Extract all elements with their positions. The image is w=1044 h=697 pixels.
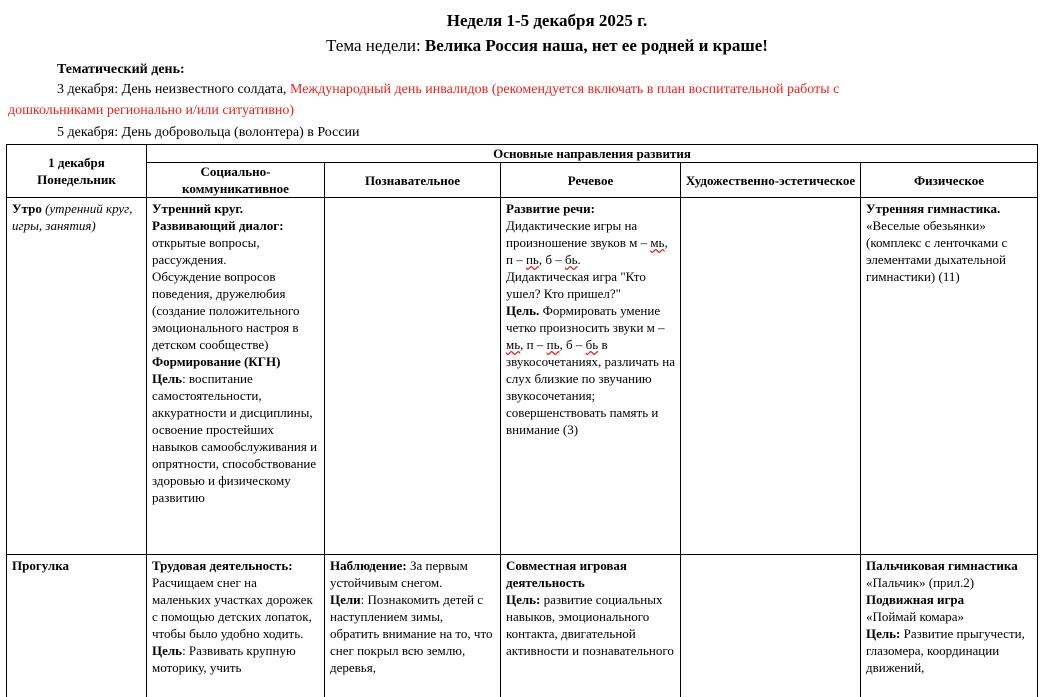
main-directions-header: Основные направления развития bbox=[147, 145, 1038, 163]
walk-physical-game-title: Подвижная игра bbox=[866, 592, 965, 607]
sound-separator: , п – bbox=[520, 337, 547, 352]
morning-social-kgn-title: Формирование (КГН) bbox=[152, 354, 281, 369]
morning-social-discussion: Обсуждение вопросов поведения, дружелюбия (создание положительного эмоционального настроя в детском сообществе) bbox=[152, 269, 300, 352]
morning-label-note: (утренний круг, игры, занятия) bbox=[12, 201, 133, 233]
day-header-cell bbox=[7, 145, 147, 198]
sound-separator: , б – bbox=[559, 337, 586, 352]
dec3-red-text-1: Международный день инвалидов (рекомендуется включать в план воспитательной работы с bbox=[289, 82, 840, 97]
walk-cognitive-text: За первым устойчивым снегом. bbox=[330, 558, 468, 590]
morning-social-goal-label: Цель bbox=[152, 371, 183, 386]
walk-cognitive-cell bbox=[325, 555, 501, 697]
dec3-red-text-2: дошкольниками регионально и/или ситуативно) bbox=[8, 103, 294, 118]
sound-mj: мь bbox=[506, 337, 521, 352]
walk-cognitive-goal-label: Цели bbox=[330, 592, 361, 607]
column-header-social: Социально-коммуникативное bbox=[147, 163, 325, 198]
morning-social-dialog-text: открытые вопросы, рассуждения. bbox=[152, 235, 260, 267]
morning-speech-title: Развитие речи: bbox=[506, 201, 595, 216]
column-header-physical: Физическое bbox=[861, 163, 1038, 198]
walk-social-title: Трудовая деятельность: bbox=[152, 558, 293, 573]
walk-speech-goal-text: развитие социальных навыков, эмоционального контакта, двигательной активности и познавательного bbox=[506, 592, 674, 658]
sound-mj: мь bbox=[650, 235, 665, 250]
walk-social-goal-label: Цель bbox=[152, 643, 183, 658]
day-header-date: 1 декабря bbox=[48, 155, 105, 170]
walk-physical-finger-text: «Пальчик» (прил.2) bbox=[866, 575, 975, 590]
sound-pj: пь bbox=[546, 337, 560, 352]
row-label-morning bbox=[7, 198, 147, 555]
morning-speech-cell bbox=[501, 198, 681, 555]
walk-physical-game-text: «Поймай комара» bbox=[866, 609, 965, 624]
morning-physical-text: «Веселые обезьянки» (комплекс с ленточками с элементами дыхательной гимнастики) (11) bbox=[866, 218, 1008, 284]
morning-speech-didactic-game: Дидактическая игра "Кто ушел? Кто пришел?" bbox=[506, 269, 646, 301]
sound-pj: пь bbox=[525, 252, 539, 267]
column-header-cognitive: Познавательное bbox=[325, 163, 501, 198]
column-header-art: Художественно-эстетическое bbox=[681, 163, 861, 198]
sound-bj: бь bbox=[564, 252, 578, 267]
morning-social-cell bbox=[147, 198, 325, 555]
week-theme-label: Тема недели: bbox=[326, 36, 425, 55]
dec3-text: 3 декабря: День неизвестного солдата, bbox=[57, 82, 290, 97]
morning-speech-games-text: Дидактические игры на произношение звуков м – bbox=[506, 218, 651, 250]
table-row-morning bbox=[7, 198, 1038, 555]
sound-bj: бь bbox=[585, 337, 599, 352]
thematic-day-label: Тематический день: bbox=[57, 62, 185, 77]
dec5-line: 5 декабря: День добровольца (волонтера) в России bbox=[57, 125, 360, 140]
walk-physical-goal-label: Цель: bbox=[866, 626, 901, 641]
walk-social-text: Расчищаем снег на маленьких участках дорожек с помощью детских лопаток, чтобы было удобно ходить. bbox=[152, 575, 313, 641]
sound-separator: , б – bbox=[538, 252, 565, 267]
walk-speech-goal-label: Цель: bbox=[506, 592, 541, 607]
morning-label: Утро bbox=[12, 201, 42, 216]
week-theme bbox=[0, 35, 1044, 57]
dec3-line bbox=[57, 80, 839, 100]
morning-physical-cell bbox=[861, 198, 1038, 555]
morning-social-title: Утренний круг. bbox=[152, 201, 244, 216]
morning-social-goal-text: : воспитание самостоятельности, аккуратности и дисциплины, освоение простейших навыков самообслуживания и опрятности, способствование здоровью и физическому развитию bbox=[152, 371, 318, 505]
walk-cognitive-title: Наблюдение: bbox=[330, 558, 407, 573]
table-row-walk bbox=[7, 555, 1038, 697]
row-label-walk bbox=[7, 555, 147, 697]
week-theme-value: Велика Россия наша, нет ее родней и краше! bbox=[424, 36, 768, 55]
sound-separator: . bbox=[577, 252, 581, 267]
morning-art-cell bbox=[681, 198, 861, 555]
morning-speech-goal-text-end: в звукосочетаниях, различать на слух близкие по звучанию звукосочетания; совершенствовать память и внимание (3) bbox=[506, 337, 675, 437]
walk-social-goal-text: : Развивать крупную моторику, учить bbox=[152, 643, 296, 675]
morning-cognitive-cell bbox=[325, 198, 501, 555]
walk-physical-goal-text: Развитие прыгучести, глазомера, координации движений, bbox=[866, 626, 1025, 675]
walk-speech-cell bbox=[501, 555, 681, 697]
column-header-speech: Речевое bbox=[501, 163, 681, 198]
day-header-weekday: Понедельник bbox=[37, 172, 116, 187]
walk-speech-title: Совместная игровая деятельность bbox=[506, 558, 627, 590]
morning-speech-goal-label: Цель. bbox=[506, 303, 540, 318]
plan-table bbox=[6, 144, 1038, 697]
walk-label: Прогулка bbox=[12, 558, 70, 573]
page-title: Неделя 1-5 декабря 2025 г. bbox=[446, 11, 648, 30]
sound-separator: , п – bbox=[506, 235, 668, 267]
walk-physical-finger-title: Пальчиковая гимнастика bbox=[866, 558, 1018, 573]
morning-physical-title: Утренняя гимнастика. bbox=[866, 201, 1001, 216]
morning-speech-goal-text: Формировать умение четко произносить звуки м – bbox=[506, 303, 665, 335]
walk-social-cell bbox=[147, 555, 325, 697]
walk-cognitive-goal-text: : Познакомить детей с наступлением зимы, обратить внимание на то, что снег покрыл всю землю, деревья, bbox=[330, 592, 493, 675]
walk-physical-cell bbox=[861, 555, 1038, 697]
morning-social-dialog-label: Развивающий диалог: bbox=[152, 218, 284, 233]
walk-art-cell bbox=[681, 555, 861, 697]
